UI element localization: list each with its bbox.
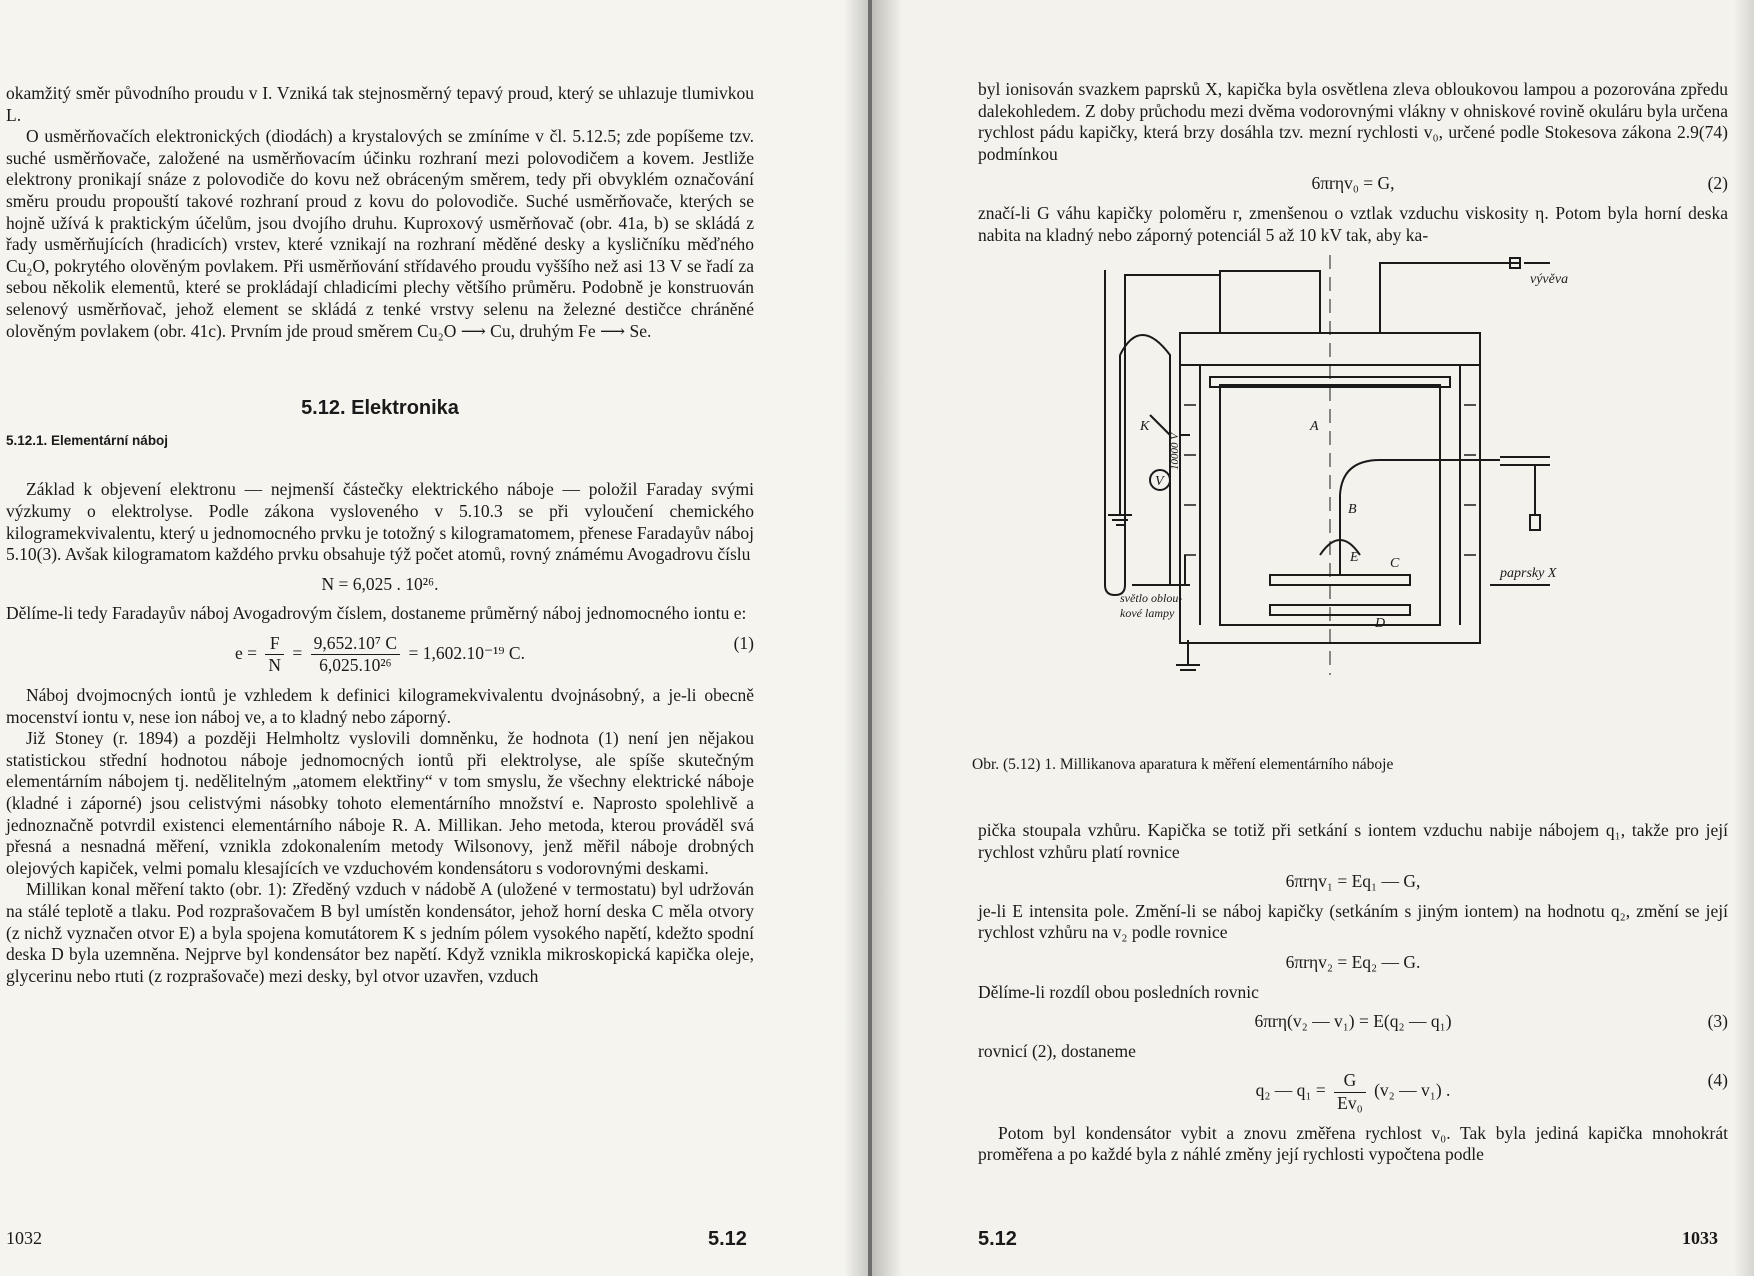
right-text-column-bottom	[978, 820, 1728, 1166]
equation-text: 6πrη(v₂ — v₁) = E(q₂ — q₁)	[1254, 1011, 1452, 1032]
paragraph: Millikan konal měření takto (obr. 1): Zředěný vzduch v nádobě A (uložené v termostatu) byl udržován na stálé teplotě a tlaku. Pod rozprašovačem B byl umístěn kondensátor, jehož horní deska C měla otvory (z nichž vyznačen otvor E) a byla spojena komutátorem K s jedním pólem vysokého napětí, kdežto spodní deska D byla uzemněna. Nejprve byl kondensátor bez napětí. Když vznikla mikroskopická kapička oleje, glycerinu nebo rtuti (z rozprašovače) mezi desky, byl otvor uzavřen, vzduch	[6, 879, 754, 986]
label-B: B	[1348, 502, 1357, 517]
fraction-denominator: 6,025.10²⁶	[319, 655, 392, 676]
paragraph: Potom byl kondensátor vybit a znovu změřena rychlost v₀. Tak byla jediná kapička mnohokrát proměřena a po každé byla z náhlé změny její rychlosti vypočtena podle	[978, 1122, 1728, 1165]
fraction-denominator: Ev₀	[1337, 1092, 1363, 1113]
label-paprsky: paprsky X	[1500, 566, 1557, 581]
fraction-numerator: G	[1334, 1070, 1366, 1093]
label-K: K	[1140, 419, 1150, 434]
page-number: 1033	[1682, 1228, 1718, 1248]
eq-equals: =	[292, 642, 303, 663]
equation-3	[978, 1011, 1728, 1033]
paragraph: Náboj dvojmocných iontů je vzhledem k definici kilogramekvivalentu dvojnásobný, a je-li obecně mocenství iontu v, nese ion náboj ve, a to kladný nebo záporný.	[6, 685, 754, 727]
equation-number: (1)	[733, 632, 754, 653]
equation-avogadro: N = 6,025 . 10²⁶.	[321, 573, 439, 594]
left-page	[0, 0, 868, 1276]
label-D: D	[1375, 616, 1386, 631]
running-section-number: 5.12	[708, 1228, 747, 1250]
label-vyveva: vývěva	[1530, 272, 1569, 287]
paragraph: O usměrňovačích elektronických (diodách) a krystalových se zmíníme v čl. 5.12.5; zde popíšeme tzv. suché usměrňovače, založené na usměrňovacím účinku rozhraní mezi polovodičem a kovem. Jestliže elektrony pronikají snáze z polovodiče do kovu než obráceným směrem, tedy při obvyklém označování směru proudu propouští takové rozhraní proud z kovu do polovodiče. Suché usměrňovače, kterých se hojně užívá k praktickým účelům, jsou dvojího druhu. Kuproxový usměrňovač (obr. 41a, b) se skládá z řady usměrňujících (hradicích) vrstev, které vznikají na rozhraní měděné desky a kysličníku měďného Cu₂O, pokrytého olověným povlakem. Při usměrňování střídavého proudu vyššího než asi 13 V se řadí za sebou několik elementů, které se prokládají chladicími plechy většího průměru. Podobně je konstruován selenový usměrňovač, jehož element se skládá z tenké vrstvy selenu na železné destičce chráněné olověným povlakem (obr. 41c). Prvním jde proud směrem Cu₂O ⟶ Cu, druhým Fe ⟶ Se.	[6, 126, 754, 341]
equation-2	[978, 173, 1728, 195]
fraction-numerator: F	[265, 633, 284, 656]
eq-rhs: = 1,602.10⁻¹⁹ C.	[408, 642, 525, 663]
running-section-number: 5.12	[978, 1228, 1017, 1250]
equation-b: 6πrηv₂ = Eq₂ — G.	[1285, 951, 1421, 972]
paragraph: Dělíme-li rozdíl obou posledních rovnic	[978, 981, 1259, 1002]
section-title: 5.12. Elektronika	[301, 397, 459, 420]
page-number: 1032	[6, 1228, 42, 1248]
eq-lhs: q₂ — q₁ =	[1255, 1080, 1326, 1101]
spine-shadow	[872, 0, 902, 1276]
paragraph: okamžitý směr původního proudu v I. Vzniká tak stejnosměrný tepavý proud, který se uhlazuje tlumivkou L.	[6, 83, 754, 125]
eq-lhs: e =	[235, 642, 258, 663]
page-edge-shadow	[1734, 0, 1754, 1276]
paragraph: značí-li G váhu kapičky poloměru r, zmenšenou o vztlak vzduchu viskosity η. Potom byla horní deska nabita na kladný nebo záporný potenciál 5 až 10 kV tak, aby ka-	[978, 202, 1728, 245]
fraction	[265, 633, 284, 677]
equation-number: (4)	[1707, 1070, 1728, 1091]
label-E: E	[1350, 550, 1359, 565]
equation-4	[978, 1070, 1728, 1114]
label-V: V	[1155, 474, 1164, 489]
paragraph: je-li E intensita pole. Změní-li se náboj kapičky (setkáním s jiným iontem) na hodnotu q₂, změní se její rychlost vzhůru na v₂ podle rovnice	[978, 900, 1728, 943]
equation-number: (2)	[1707, 173, 1728, 194]
equation-number: (3)	[1707, 1011, 1728, 1032]
equation-text: 6πrηv₀ = G,	[1311, 173, 1395, 194]
paragraph: rovnicí (2), dostaneme	[978, 1040, 1136, 1061]
fraction-numerator: 9,652.10⁷ C	[311, 633, 400, 656]
paragraph: byl ionisován svazkem paprsků X, kapička byla osvětlena zleva obloukovou lampou a pozorována zpředu dalekohledem. Z doby průchodu mezi dvěma vodorovnými vlákny v ohniskové rovině okuláru byla určena rychlost pádu kapičky, která brzy dosáhla tzv. mezní rychlosti v₀, určené podle Stokesova zákona 2.9(74) podmínkou	[978, 79, 1728, 164]
figure-caption: Obr. (5.12) 1. Millikanova aparatura k měření elementárního náboje	[972, 756, 1394, 773]
paragraph: Základ k objevení elektronu — nejmenší částečky elektrického náboje — položil Faraday svými výzkumy o elektrolyse. Podle zákona vysloveného v 5.10.3 se při vyloučení chemického kilogramekvivalentu, který u jednomocného prvku je totožný s kilogramatomem, přenese Faradayův náboj 5.10(3). Avšak kilogramatom každého prvku obsahuje týž počet atomů, rovný známému Avogadrovu číslu	[6, 479, 754, 565]
spine-shadow	[844, 0, 868, 1276]
paragraph: Již Stoney (r. 1894) a později Helmholtz vyslovili domněnku, že hodnota (1) není jen nějakou statistickou střední hodnotou náboje jednomocných iontů při elektrolyse, ale spíše skutečným elementárním nábojem tj. nedělitelným „atomem elektřiny“ v tom smyslu, že všechny elektrické náboje (kladné i záporné) jsou celistvými násobky tohoto elementárního množství e. Naprosto spolehlivě a jednoznačně potvrdil existenci elementárního náboje R. A. Millikan. Jeho metoda, kterou prováděl svá přesná a nesnadná měření, vznikla zdokonalením metody Wilsonovy, jenž měřil náboje drobných olejových kapiček, velmi pomalu klesajících ve vzduchovém kondensátoru s vodorovnými deskami.	[6, 728, 754, 878]
equation-1	[6, 633, 754, 677]
millikan-apparatus-diagram	[1080, 255, 1569, 675]
fraction	[311, 633, 400, 677]
fraction-denominator: N	[268, 655, 282, 676]
equation-a: 6πrηv₁ = Eq₁ — G,	[1285, 871, 1421, 892]
label-C: C	[1390, 556, 1400, 571]
label-A: A	[1310, 419, 1319, 434]
fraction	[1334, 1070, 1366, 1114]
paragraph: pička stoupala vzhůru. Kapička se totiž při setkání s iontem vzduchu nabije nábojem q₁, takže pro její rychlost vzhůru platí rovnice	[978, 820, 1728, 862]
label-svetlo-2: kové lampy	[1120, 606, 1175, 620]
subsection-title: 5.12.1. Elementární náboj	[6, 432, 169, 448]
right-text-column-top	[978, 79, 1728, 246]
eq-rhs: (v₂ — v₁) .	[1374, 1080, 1451, 1101]
label-svetlo-1: světlo oblou-	[1120, 591, 1183, 605]
left-text-column	[6, 83, 754, 987]
paragraph: Dělíme-li tedy Faradayův náboj Avogadrovým číslem, dostaneme průměrný náboj jednomocného iontu e:	[6, 603, 747, 624]
label-voltage: 10000 V	[1169, 433, 1181, 470]
